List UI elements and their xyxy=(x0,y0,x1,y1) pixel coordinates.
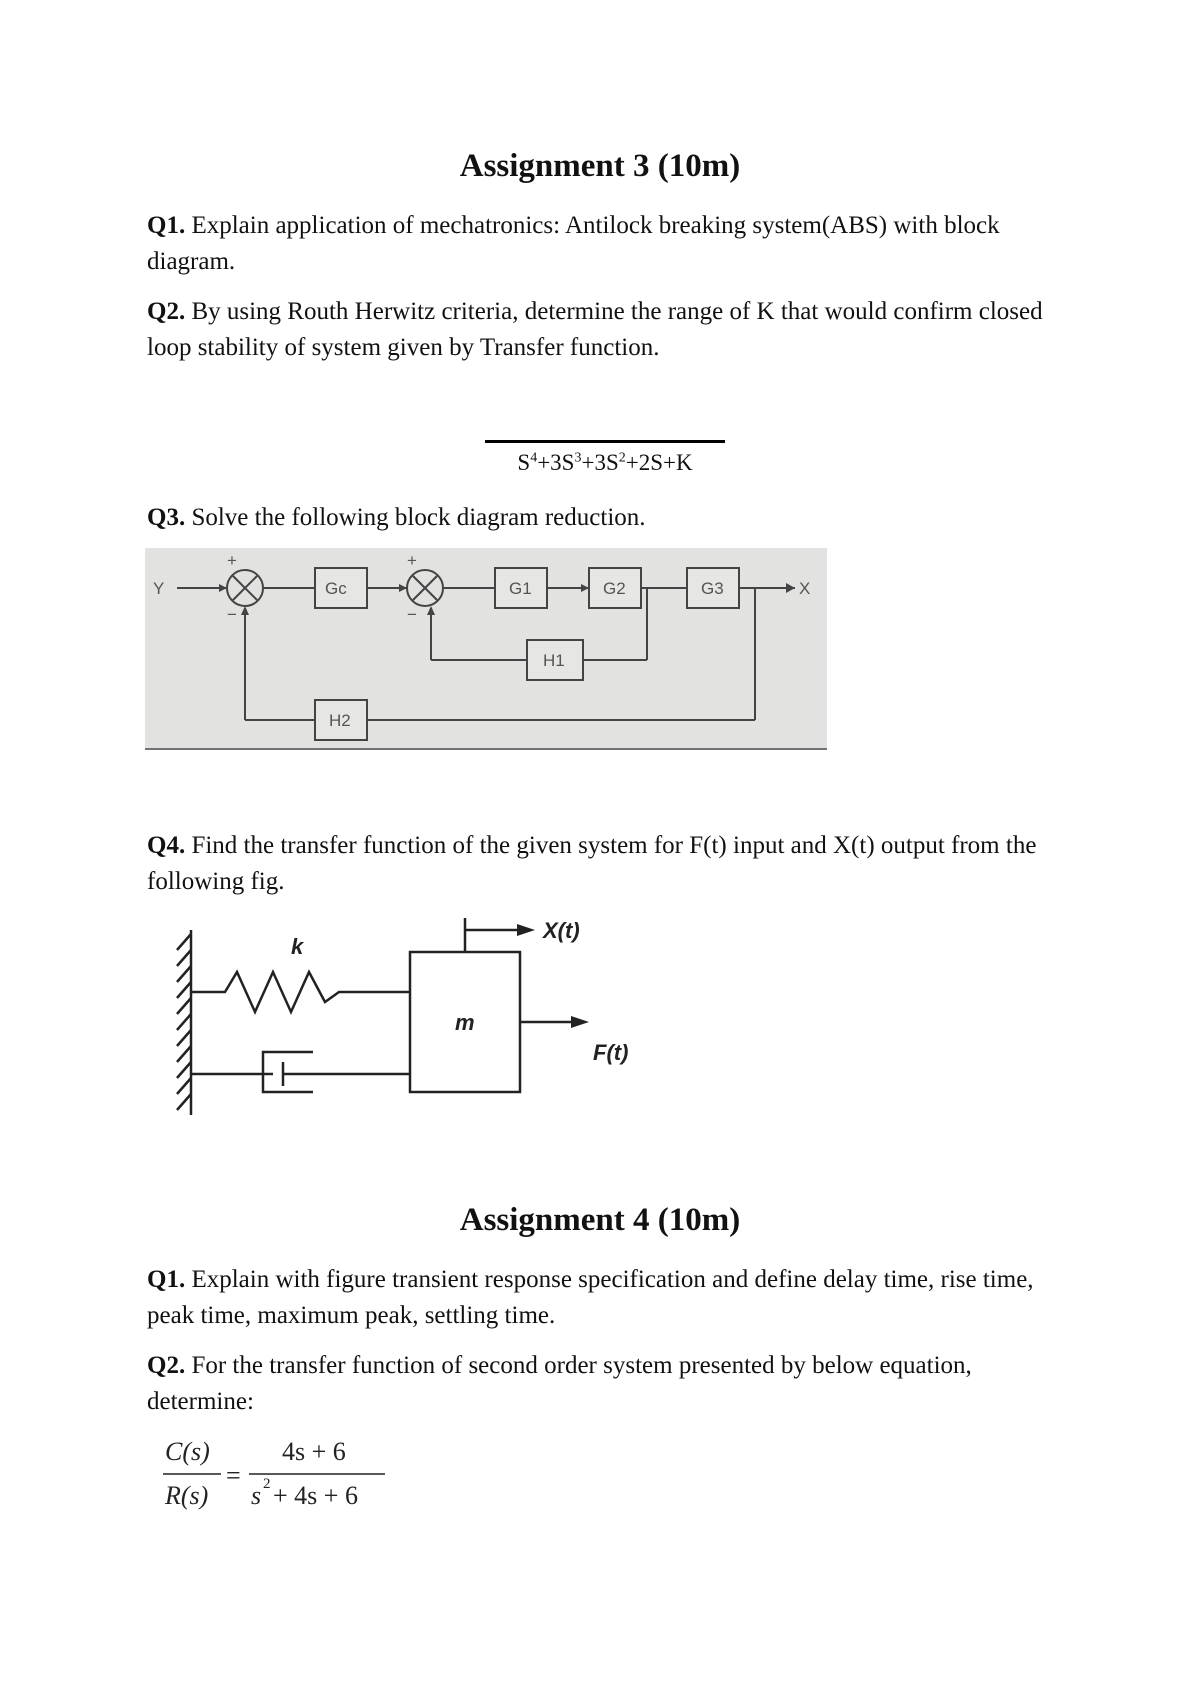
a3-question-2 xyxy=(147,294,1067,366)
question-text: Solve the following block diagram reduction. xyxy=(185,504,646,531)
question-label: Q4. xyxy=(147,832,186,859)
rhs-denominator-s: s xyxy=(251,1481,262,1510)
spring-label: k xyxy=(291,934,304,959)
block-diagram-figure xyxy=(145,548,827,752)
block-gc: Gc xyxy=(325,579,347,598)
question-label: Q2. xyxy=(147,298,186,325)
output-label: X(t) xyxy=(543,918,580,943)
input-label: F(t) xyxy=(593,1040,629,1065)
transfer-function-denominator: $S^4+3S^3+3S^2+2S+K$ xyxy=(517,450,693,475)
equals-sign: = xyxy=(226,1461,241,1490)
question-label: Q3. xyxy=(147,504,186,531)
a4-question-2 xyxy=(147,1348,1067,1420)
assignment-4-title: Assignment 4 (10m) xyxy=(459,1202,741,1238)
rhs-denominator-rest: + 4s + 6 xyxy=(273,1481,358,1510)
fraction-bar xyxy=(485,440,725,443)
question-text: Explain application of mechatronics: Antilock breaking system(ABS) with block diagram. xyxy=(147,212,1000,275)
a3-question-3 xyxy=(147,500,1067,536)
rhs-denominator-exponent: 2 xyxy=(263,1476,271,1492)
question-text: Find the transfer function of the given system for F(t) input and X(t) output from the following fig. xyxy=(147,832,1037,895)
sign-label: + xyxy=(227,551,237,570)
output-label: X xyxy=(799,579,811,598)
assignment-3-title: Assignment 3 (10m) xyxy=(459,148,741,184)
a3-question-1 xyxy=(147,208,1067,280)
sign-label: − xyxy=(227,605,237,624)
mass-label: m xyxy=(455,1010,475,1035)
sign-label: − xyxy=(407,605,417,624)
question-label: Q2. xyxy=(147,1352,186,1379)
block-g1: G1 xyxy=(509,579,532,598)
block-h1: H1 xyxy=(543,651,565,670)
question-label: Q1. xyxy=(147,1266,186,1293)
lhs-denominator: R(s) xyxy=(165,1481,209,1510)
transfer-function-equation xyxy=(155,1430,415,1520)
question-text: Explain with figure transient response specification and define delay time, rise time, peak time, maximum peak, settling time. xyxy=(147,1266,1034,1329)
a3-question-4 xyxy=(147,828,1067,900)
input-label: Y xyxy=(153,579,165,598)
block-g2: G2 xyxy=(603,579,626,598)
question-text: By using Routh Herwitz criteria, determine the range of K that would confirm closed loop stability of system given by Transfer function. xyxy=(147,298,1043,361)
question-text: For the transfer function of second order system presented by below equation, determine: xyxy=(147,1352,972,1415)
spring-mass-damper-figure xyxy=(165,910,645,1120)
a4-question-1 xyxy=(147,1262,1067,1334)
sign-label: + xyxy=(407,551,417,570)
lhs-numerator: C(s) xyxy=(165,1437,210,1466)
question-label: Q1. xyxy=(147,212,186,239)
rhs-numerator: 4s + 6 xyxy=(282,1437,346,1466)
block-h2: H2 xyxy=(329,711,351,730)
block-g3: G3 xyxy=(701,579,724,598)
